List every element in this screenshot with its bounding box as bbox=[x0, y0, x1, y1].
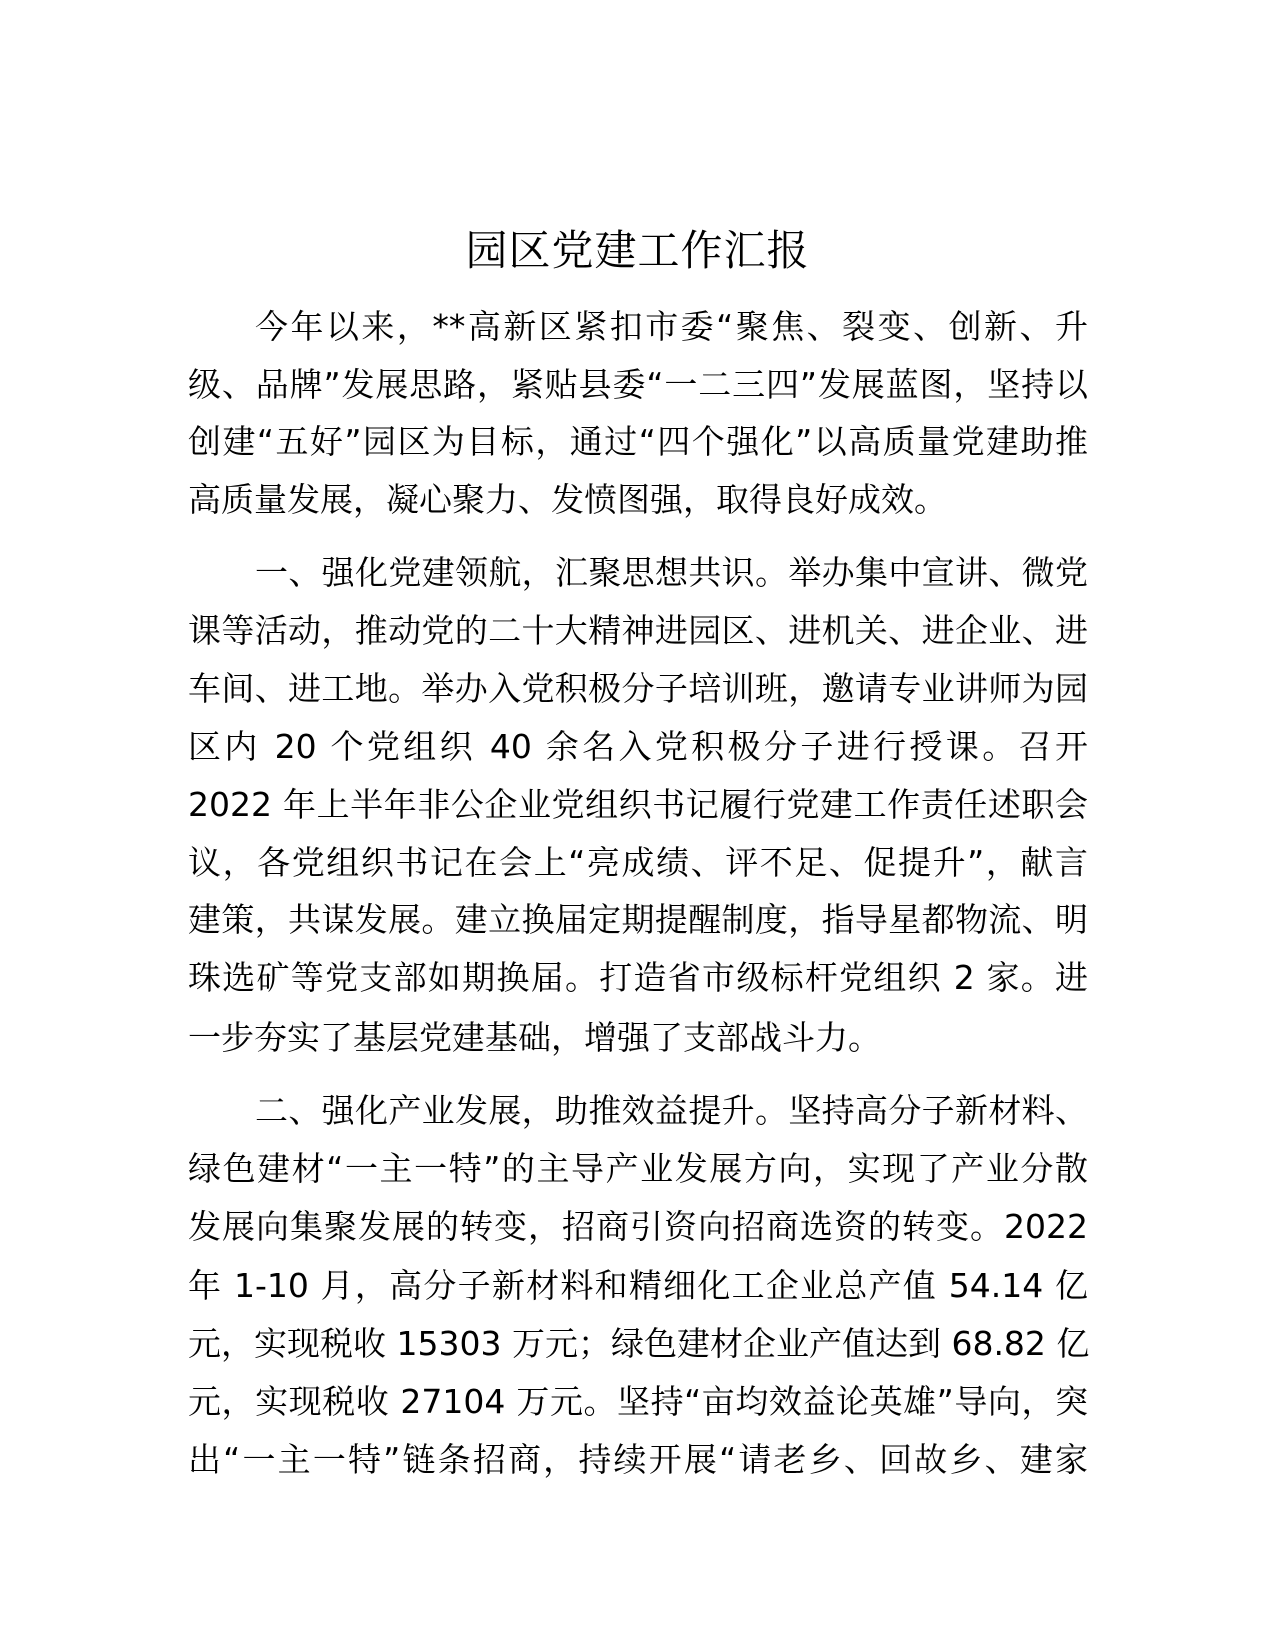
text-line: 2022 年上半年非公企业党组织书记履行党建工作责任述职会 bbox=[188, 785, 1088, 824]
text-line: 建策，共谋发展。建立换届定期提醒制度，指导星都物流、明 bbox=[188, 900, 1088, 939]
section-heading-line: 一、强化党建领航，汇聚思想共识。举办集中宣讲、微党 bbox=[255, 553, 1088, 592]
text-line: 高质量发展，凝心聚力、发愤图强，取得良好成效。 bbox=[188, 480, 947, 519]
text-line: 区内 20 个党组织 40 余名入党积极分子进行授课。召开 bbox=[188, 727, 1088, 766]
text-line: 今年以来，**高新区紧扣市委“聚焦、裂变、创新、升 bbox=[255, 307, 1088, 346]
section-heading-line: 二、强化产业发展，助推效益提升。坚持高分子新材料、 bbox=[255, 1091, 1088, 1130]
text-line: 一步夯实了基层党建基础，增强了支部战斗力。 bbox=[188, 1018, 881, 1057]
document-title: 园区党建工作汇报 bbox=[465, 226, 810, 275]
text-line: 珠选矿等党支部如期换届。打造省市级标杆党组织 2 家。进 bbox=[188, 958, 1088, 997]
text-line: 车间、进工地。举办入党积极分子培训班，邀请专业讲师为园 bbox=[188, 669, 1088, 708]
text-line: 创建“五好”园区为目标，通过“四个强化”以高质量党建助推 bbox=[188, 422, 1088, 461]
text-line: 元，实现税收 27104 万元。坚持“亩均效益论英雄”导向，突 bbox=[188, 1382, 1088, 1421]
text-line: 课等活动，推动党的二十大精神进园区、进机关、进企业、进 bbox=[188, 611, 1088, 650]
text-line: 出“一主一特”链条招商，持续开展“请老乡、回故乡、建家 bbox=[188, 1440, 1088, 1479]
text-line: 年 1-10 月，高分子新材料和精细化工企业总产值 54.14 亿 bbox=[188, 1266, 1088, 1305]
text-line: 绿色建材“一主一特”的主导产业发展方向，实现了产业分散 bbox=[188, 1149, 1088, 1188]
text-line: 发展向集聚发展的转变，招商引资向招商选资的转变。2022 bbox=[188, 1207, 1088, 1246]
text-line: 议，各党组织书记在会上“亮成绩、评不足、促提升”，献言 bbox=[188, 843, 1088, 882]
text-line: 级、品牌”发展思路，紧贴县委“一二三四”发展蓝图，坚持以 bbox=[188, 365, 1088, 404]
text-line: 元，实现税收 15303 万元；绿色建材企业产值达到 68.82 亿 bbox=[188, 1324, 1090, 1363]
